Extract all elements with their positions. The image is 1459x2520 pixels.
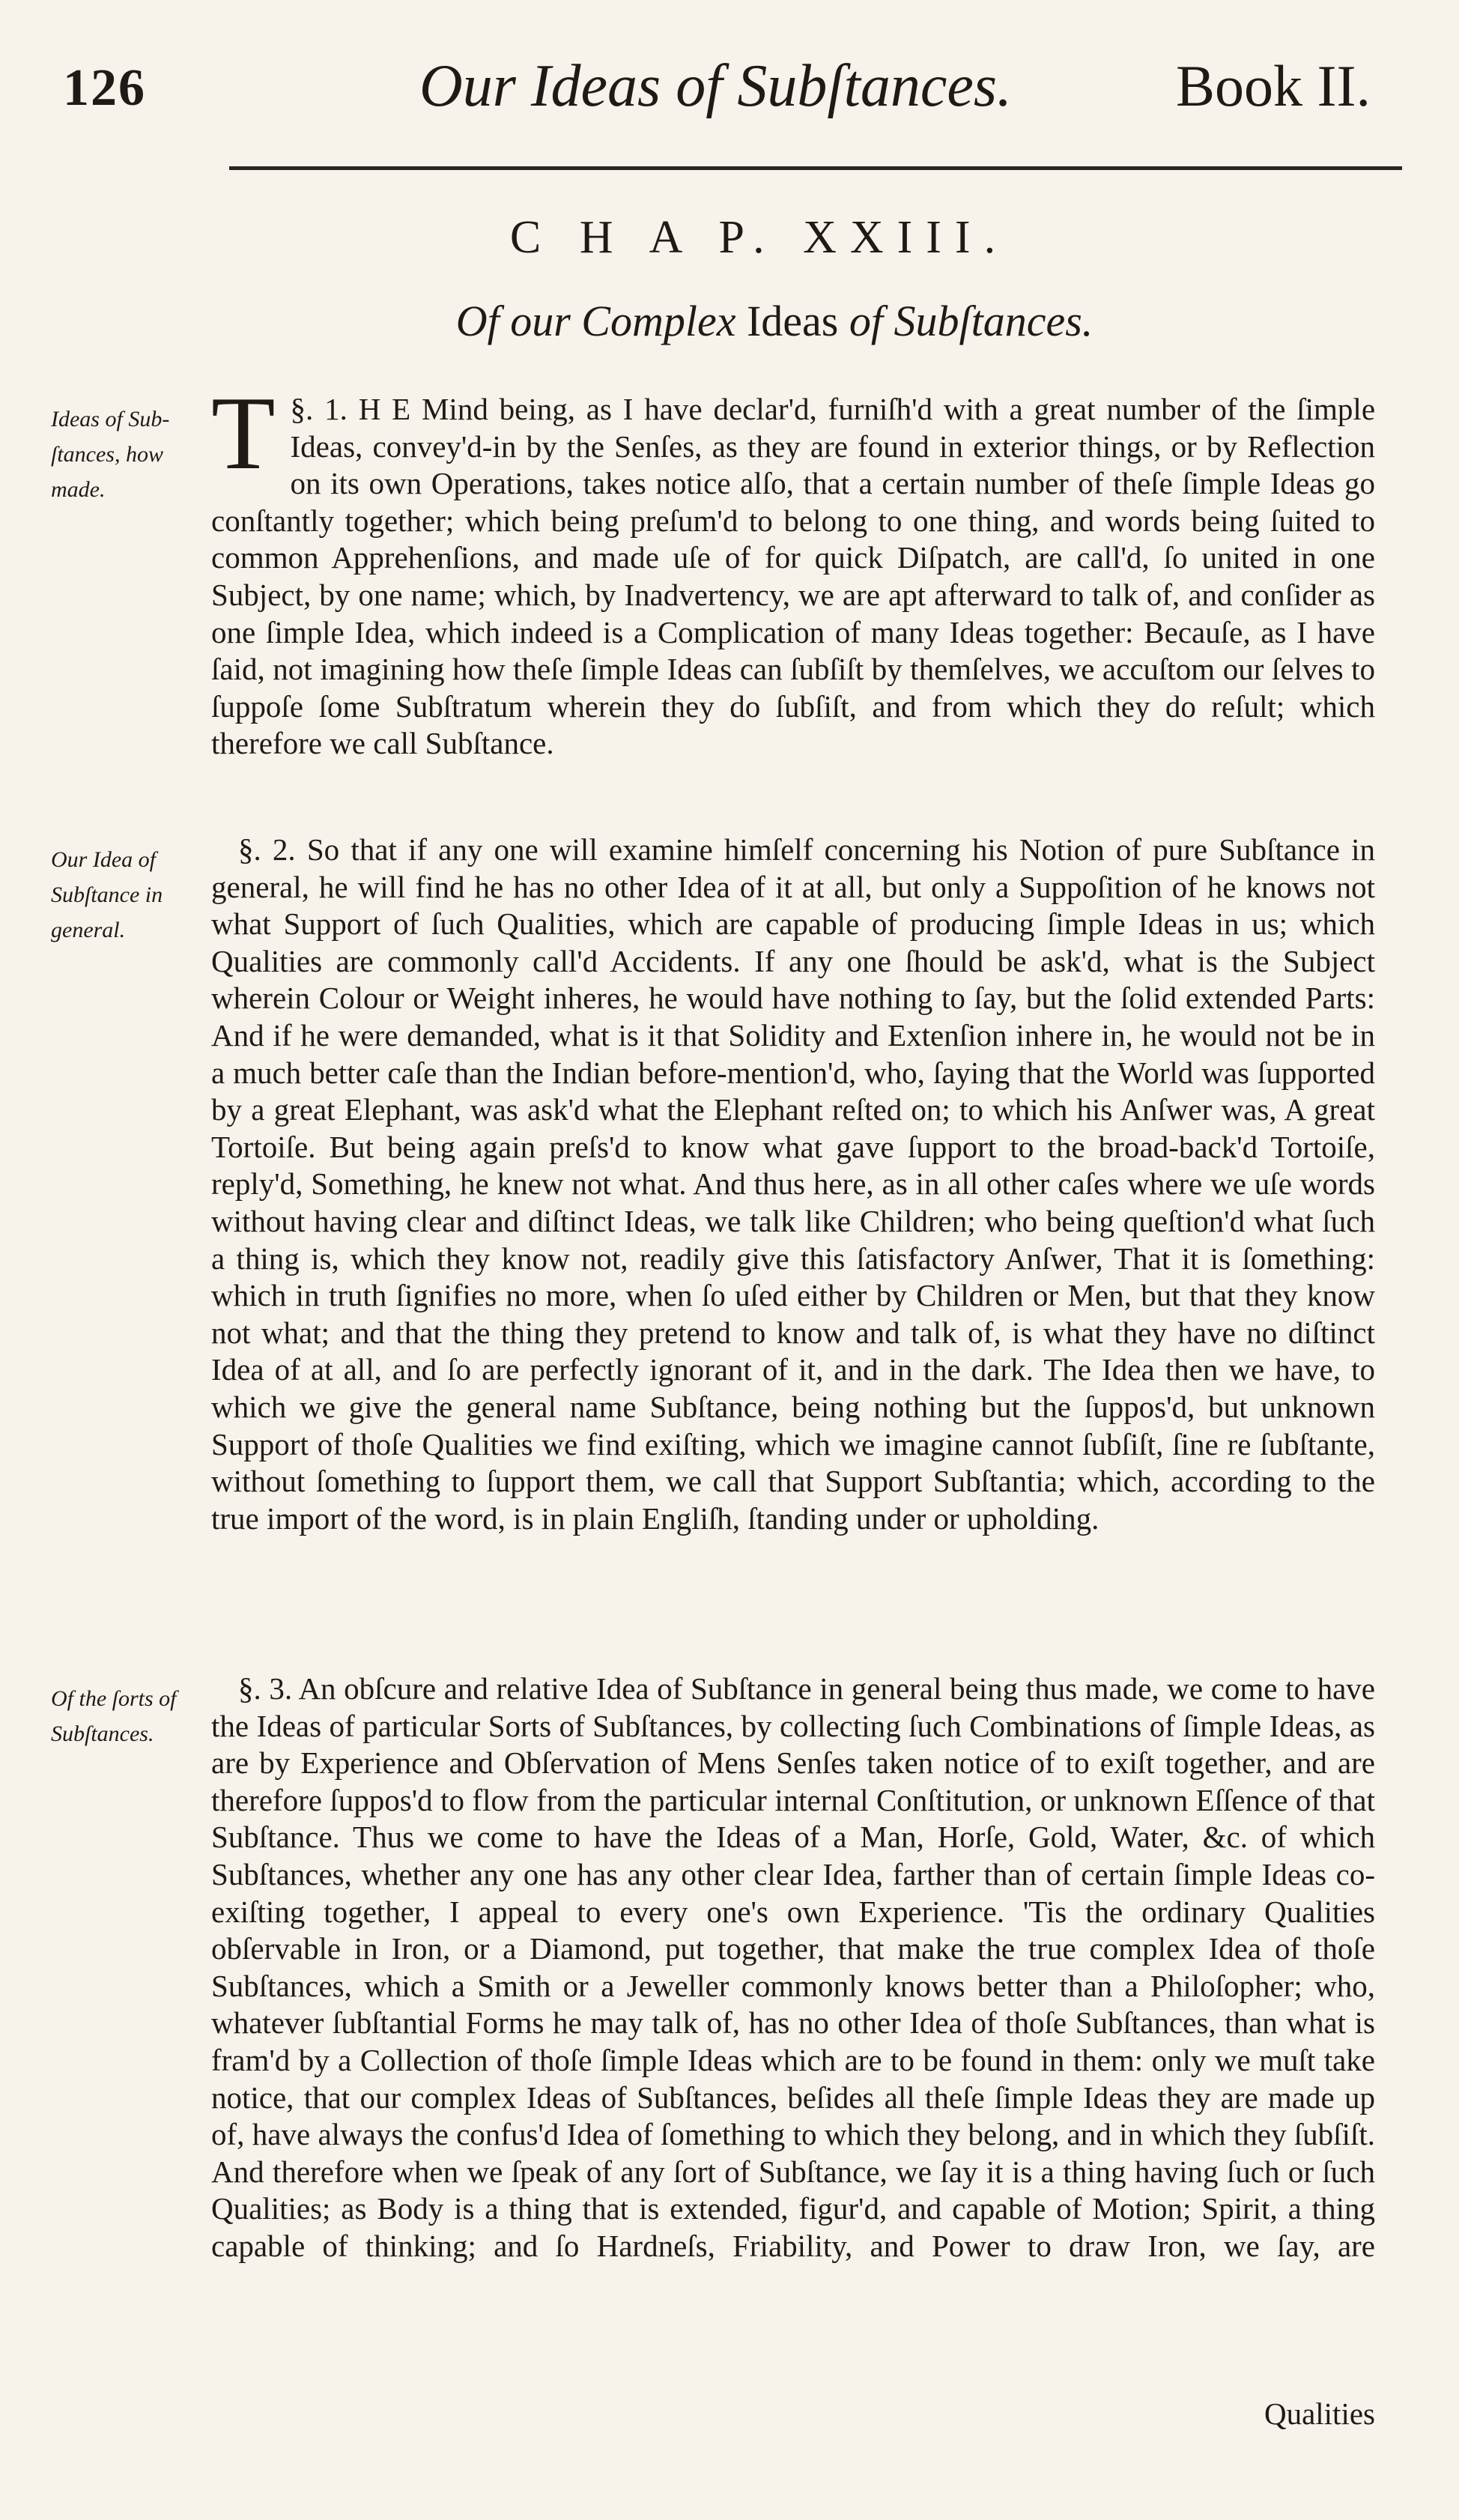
catchword: Qualities: [1264, 2396, 1375, 2431]
paragraph-section-2: [211, 832, 1375, 1537]
book-label: Book II.: [1176, 53, 1371, 118]
running-title: Our Ideas of Subſtances.: [419, 53, 1013, 119]
drop-cap: T: [211, 375, 276, 491]
chapter-heading: C H A P. XXIII.: [509, 212, 1010, 263]
paragraph-3-text: §. 3. An obſcure and relative Idea of Subſtance in general being thus made, we come to have the Ideas of particular Sorts of Subſtances, by collecting ſuch Combinations of ſimple Ideas, as are by Experience and Obſervation of Mens Senſes taken notice of to exiſt together, and are therefore ſuppos'd to flow from the particular internal Conſtitution, or unknown Eſſence of that Subſtance. Thus we come to have the Ideas of a Man, Horſe, Gold, Water, &c. of which Subſtances, whether any one has any other clear Idea, farther than of certain ſimple Ideas co-exiſting together, I appeal to every one's own Experience. 'Tis the ordinary Qualities obſervable in Iron, or a Diamond, put together, that make the true complex Idea of thoſe Subſtances, which a Smith or a Jeweller commonly knows better than a Philoſopher; who, whatever ſubſtantial Forms he may talk of, has no other Idea of thoſe Subſtances, than what is fram'd by a Collection of thoſe ſimple Ideas which are to be found in them: only we muſt take notice, that our complex Ideas of Subſtances, beſides all theſe ſimple Ideas they are made up of, have always the confus'd Idea of ſomething to which they belong, and in which they ſubſiſt. And therefore when we ſpeak of any ſort of Subſtance, we ſay it is a thing having ſuch or ſuch Qualities; as Body is a thing that is extended, figur'd, and capable of Motion; Spirit, a thing capable of thinking; and ſo Hardneſs, Friability, and Power to draw Iron, we ſay, are: [211, 1671, 1375, 2263]
paragraph-section-3: [211, 1671, 1375, 2265]
paragraph-2-text: §. 2. So that if any one will examine himſelf concerning his Notion of pure Subſtance in general, he will find he has no other Idea of it at all, but only a Suppoſition of he knows not what Support of ſuch Qualities, which are capable of producing ſimple Ideas in us; which Qualities are commonly call'd Accidents. If any one ſhould be ask'd, what is the Subject wherein Colour or Weight inheres, he would have nothing to ſay, but the ſolid extended Parts: And if he were demanded, what is it that Solidity and Extenſion inhere in, he would not be in a much better caſe than the Indian before-mention'd, who, ſaying that the World was ſupported by a great Elephant, was ask'd what the Elephant reſted on; to which his Anſwer was, A great Tortoiſe. But being again preſs'd to know what gave ſupport to the broad-back'd Tortoiſe, reply'd, Something, he knew not what. And thus here, as in all other caſes where we uſe words without having clear and diſtinct Ideas, we talk like Children; who being queſtion'd what ſuch a thing is, which they know not, readily give this ſatisfactory Anſwer, That it is ſomething: which in truth ſignifies no more, when ſo uſed either by Children or Men, but that they know not what; and that the thing they pretend to know and talk of, is what they have no diſtinct Idea of at all, and ſo are perfectly ignorant of it, and in the dark. The Idea then we have, to which we give the general name Subſtance, being nothing but the ſuppos'd, but unknown Support of thoſe Qualities we find exiſting, which we imagine cannot ſubſiſt, ſine re ſubſtante, without ſomething to ſupport them, we call that Support Subſtantia; which, according to the true import of the word, is in plain Engliſh, ſtanding under or upholding.: [211, 832, 1375, 1536]
header-rule: [229, 166, 1402, 170]
margin-note-sorts-of-substances: Of the ſorts of Subſtances.: [51, 1686, 177, 1746]
margin-note-ideas-of-substances: Ideas of Sub-ſtances, how made.: [51, 407, 170, 502]
section-number-1: §. 1.: [290, 392, 348, 426]
chapter-title: Of our Complex Ideas of Subſtances.: [455, 297, 1094, 345]
paragraph-section-1: [211, 375, 1376, 763]
margin-note-idea-of-substance-in-general: Our Idea of Subſtance in general.: [51, 847, 163, 942]
paragraph-1-text: H E Mind being, as I have declar'd, furniſh'd with a great number of the ſimple Ideas, convey'd-in by the Senſes, as they are found in exterior things, or by Reflection on its own Operations, takes notice alſo, that a certain number of theſe ſimple Ideas go conſtantly together; which being preſum'd to belong to one thing, and words being ſuited to common Apprehenſions, and made uſe of for quick Diſpatch, are call'd, ſo united in one Subject, by one name; which, by Inadvertency, we are apt afterward to talk of, and conſider as one ſimple Idea, which indeed is a Complication of many Ideas together: Becauſe, as I have ſaid, not imagining how theſe ſimple Ideas can ſubſiſt by themſelves, we accuſtom our ſelves to ſuppoſe ſome Subſtratum wherein they do ſubſiſt, and from which they do reſult; which therefore we call Subſtance.: [211, 392, 1376, 761]
page-number: 126: [63, 59, 146, 117]
